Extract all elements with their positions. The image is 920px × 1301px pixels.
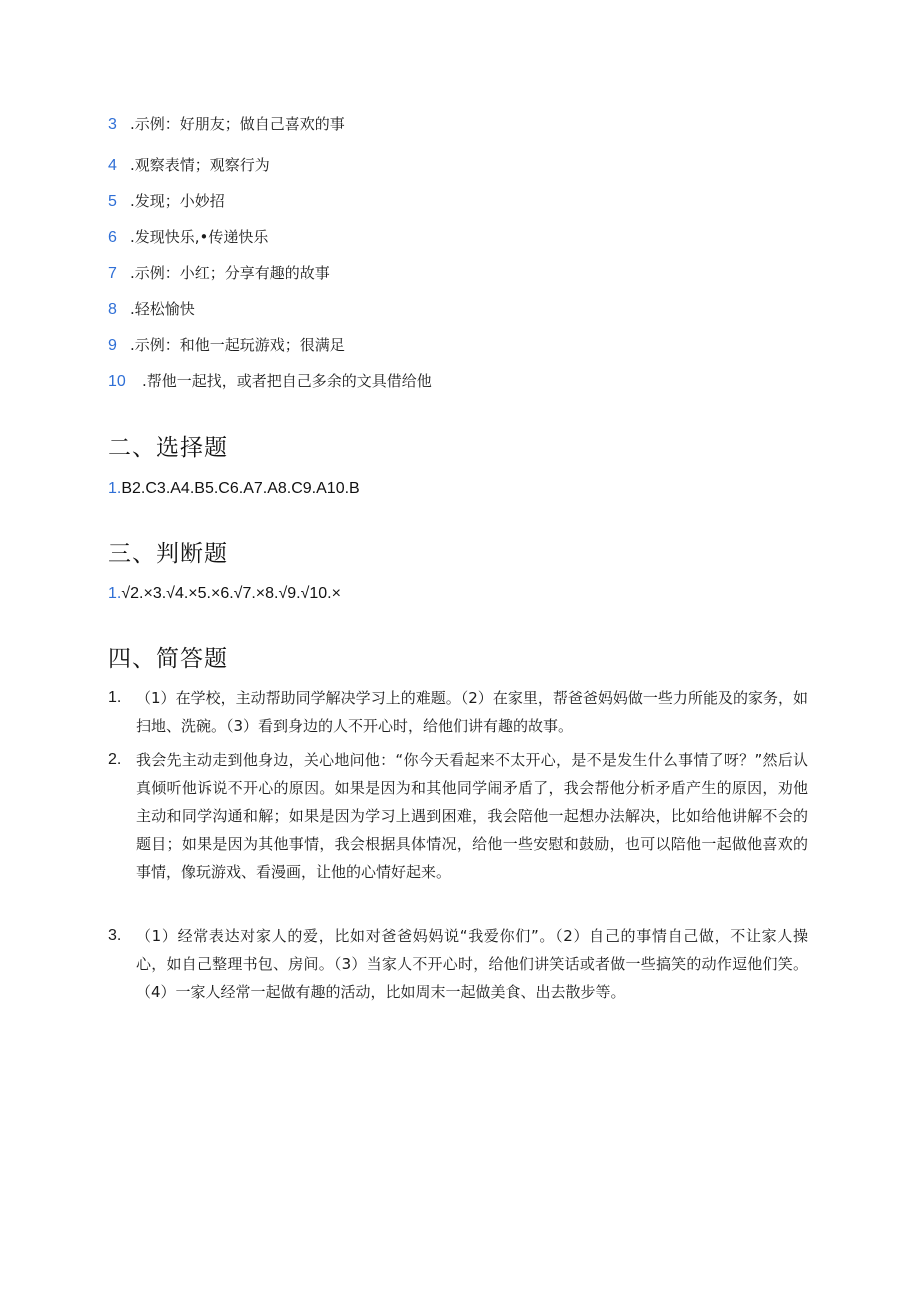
list-item	[108, 112, 432, 153]
short-answer-item	[108, 684, 808, 740]
list-item	[108, 297, 432, 333]
section-title-short-answer: 四、简答题	[108, 646, 228, 672]
item-number: 4	[108, 157, 117, 174]
item-number: 8	[108, 301, 117, 318]
list-item	[108, 261, 432, 297]
item-text: .发现；小妙招	[130, 192, 225, 210]
item-number: 7	[108, 265, 117, 282]
item-number: 5	[108, 193, 117, 210]
answer-text: （1）在学校，主动帮助同学解决学习上的难题。（2）在家里，帮爸爸妈妈做一些力所能及的家务，如扫地、洗碗。（3）看到身边的人不开心时，给他们讲有趣的故事。	[136, 689, 808, 735]
choice-answers	[108, 480, 360, 498]
answer-text: （1）经常表达对家人的爱，比如对爸爸妈妈说“我爱你们”。（2）自己的事情自己做，不让家人操心，如自己整理书包、房间。（3）当家人不开心时，给他们讲笑话或者做一些搞笑的动作逗他们笑。（4）一家人经常一起做有趣的活动，比如周末一起做美食、出去散步等。	[136, 927, 808, 1001]
answer-lead-number: 1.	[108, 585, 122, 602]
list-item	[108, 333, 432, 369]
list-item	[108, 189, 432, 225]
section-title-choice: 二、选择题	[108, 435, 228, 461]
question-number: 3.	[108, 927, 122, 944]
short-answer-item	[108, 746, 808, 886]
item-text: .轻松愉快	[130, 300, 195, 318]
item-text: .示例：和他一起玩游戏；很满足	[130, 336, 345, 354]
item-number: 6	[108, 229, 117, 246]
item-text: .发现快乐,•传递快乐	[130, 228, 269, 246]
item-number: 9	[108, 337, 117, 354]
question-number: 1.	[108, 689, 122, 706]
judgment-answers	[108, 585, 341, 603]
answer-values: B2.C3.A4.B5.C6.A7.A8.C9.A10.B	[121, 480, 360, 497]
list-item	[108, 153, 432, 189]
answer-text: 我会先主动走到他身边，关心地问他：“你今天看起来不太开心，是不是发生什么事情了呀？”然后认真倾听他诉说不开心的原因。如果是因为和其他同学闹矛盾了，我会帮他分析矛盾产生的原因，劝他主动和同学沟通和解；如果是因为学习上遇到困难，我会陪他一起想办法解决，比如给他讲解不会的题目；如果是因为其他事情，我会根据具体情况，给他一些安慰和鼓励，也可以陪他一起做他喜欢的事情，像玩游戏、看漫画，让他的心情好起来。	[136, 751, 808, 881]
question-number: 2.	[108, 751, 122, 768]
item-text: .示例：好朋友；做自己喜欢的事	[130, 115, 345, 133]
item-text: .帮他一起找，或者把自己多余的文具借给他	[142, 372, 432, 390]
answer-lead-number: 1.	[108, 480, 122, 497]
item-number: 3	[108, 116, 117, 133]
short-answer-item	[108, 922, 808, 1006]
fill-in-answer-list	[108, 112, 432, 405]
list-item	[108, 369, 432, 405]
item-text: .观察表情；观察行为	[130, 156, 270, 174]
answer-values: √2.×3.√4.×5.×6.√7.×8.√9.√10.×	[121, 585, 341, 602]
list-item	[108, 225, 432, 261]
section-title-judgment: 三、判断题	[108, 541, 228, 567]
item-text: .示例：小红；分享有趣的故事	[130, 264, 330, 282]
item-number: 10	[108, 373, 126, 390]
